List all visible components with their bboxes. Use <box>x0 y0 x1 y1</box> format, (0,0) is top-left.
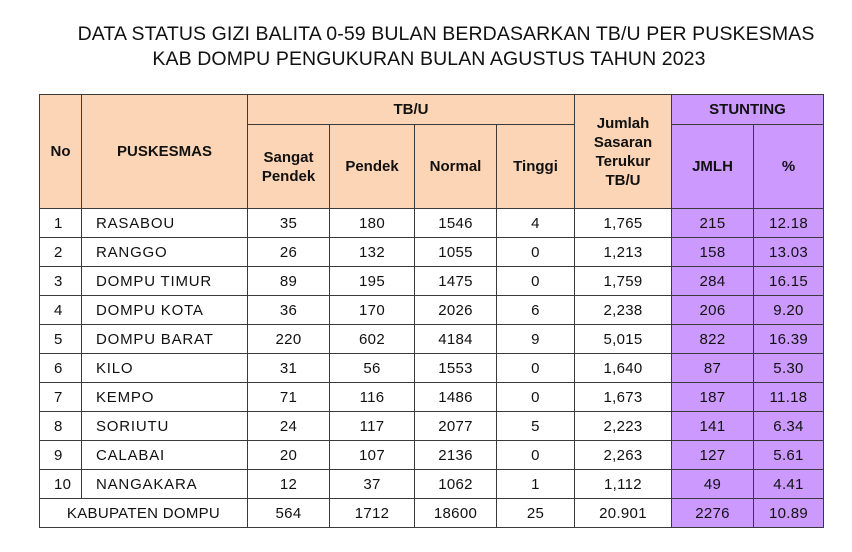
header-jumlah-line-1: Jumlah <box>596 114 650 132</box>
cell-puskesmas: KEMPO <box>82 383 248 412</box>
cell-stunting-pct: 16.15 <box>754 267 824 296</box>
cell-pendek: 37 <box>330 470 415 499</box>
cell-stunting-pct: 9.20 <box>754 296 824 325</box>
title-line-1: DATA STATUS GIZI BALITA 0-59 BULAN BERDASARKAN TB/U PER PUSKESMAS <box>77 23 815 45</box>
cell-stunting-pct: 13.03 <box>754 238 824 267</box>
cell-stunting-pct: 4.41 <box>754 470 824 499</box>
cell-stunting-jmlh: 206 <box>672 296 754 325</box>
table-row <box>40 354 824 383</box>
cell-no: 5 <box>40 325 82 354</box>
cell-stunting-jmlh: 141 <box>672 412 754 441</box>
cell-puskesmas: DOMPU KOTA <box>82 296 248 325</box>
cell-tinggi: 0 <box>497 383 575 412</box>
cell-pendek: 195 <box>330 267 415 296</box>
cell-jumlah: 2,238 <box>575 296 672 325</box>
header-sangat-pendek-line-1: Sangat <box>263 148 314 166</box>
total-sangat-pendek: 564 <box>248 499 330 528</box>
cell-normal: 2026 <box>415 296 497 325</box>
cell-no: 2 <box>40 238 82 267</box>
cell-stunting-jmlh: 49 <box>672 470 754 499</box>
table-row <box>40 383 824 412</box>
cell-normal: 4184 <box>415 325 497 354</box>
cell-jumlah: 1,765 <box>575 209 672 238</box>
cell-puskesmas: RASABOU <box>82 209 248 238</box>
cell-normal: 2136 <box>415 441 497 470</box>
header-stunting: STUNTING <box>672 95 824 125</box>
cell-pendek: 132 <box>330 238 415 267</box>
cell-no: 6 <box>40 354 82 383</box>
cell-jumlah: 1,640 <box>575 354 672 383</box>
cell-tinggi: 0 <box>497 238 575 267</box>
cell-pendek: 107 <box>330 441 415 470</box>
cell-pendek: 602 <box>330 325 415 354</box>
cell-jumlah: 1,759 <box>575 267 672 296</box>
cell-tinggi: 1 <box>497 470 575 499</box>
cell-sangat-pendek: 36 <box>248 296 330 325</box>
cell-stunting-jmlh: 284 <box>672 267 754 296</box>
header-sangat-pendek-line-2: Pendek <box>261 167 316 185</box>
cell-stunting-pct: 6.34 <box>754 412 824 441</box>
total-tinggi: 25 <box>497 499 575 528</box>
header-normal: Normal <box>415 125 497 209</box>
total-pendek: 1712 <box>330 499 415 528</box>
cell-no: 3 <box>40 267 82 296</box>
total-label: KABUPATEN DOMPU <box>40 499 248 528</box>
header-jumlah <box>575 95 672 209</box>
header-sangat-pendek <box>248 125 330 209</box>
cell-stunting-jmlh: 215 <box>672 209 754 238</box>
header-tinggi: Tinggi <box>497 125 575 209</box>
cell-sangat-pendek: 31 <box>248 354 330 383</box>
cell-stunting-jmlh: 158 <box>672 238 754 267</box>
header-percent: % <box>754 125 824 209</box>
cell-jumlah: 1,213 <box>575 238 672 267</box>
cell-sangat-pendek: 35 <box>248 209 330 238</box>
header-no: No <box>40 95 82 209</box>
header-tbu: TB/U <box>248 95 575 125</box>
cell-pendek: 117 <box>330 412 415 441</box>
cell-puskesmas: DOMPU BARAT <box>82 325 248 354</box>
table-row <box>40 209 824 238</box>
cell-puskesmas: KILO <box>82 354 248 383</box>
cell-sangat-pendek: 71 <box>248 383 330 412</box>
table-row <box>40 441 824 470</box>
cell-pendek: 56 <box>330 354 415 383</box>
cell-no: 8 <box>40 412 82 441</box>
cell-normal: 2077 <box>415 412 497 441</box>
table-body <box>40 209 824 528</box>
table-row <box>40 267 824 296</box>
cell-sangat-pendek: 26 <box>248 238 330 267</box>
cell-jumlah: 2,263 <box>575 441 672 470</box>
total-stunting-pct: 10.89 <box>754 499 824 528</box>
cell-stunting-jmlh: 822 <box>672 325 754 354</box>
cell-stunting-pct: 12.18 <box>754 209 824 238</box>
cell-tinggi: 4 <box>497 209 575 238</box>
cell-normal: 1055 <box>415 238 497 267</box>
cell-normal: 1486 <box>415 383 497 412</box>
cell-stunting-pct: 16.39 <box>754 325 824 354</box>
table-row <box>40 412 824 441</box>
cell-sangat-pendek: 12 <box>248 470 330 499</box>
cell-normal: 1062 <box>415 470 497 499</box>
cell-tinggi: 0 <box>497 354 575 383</box>
total-jumlah: 20.901 <box>575 499 672 528</box>
cell-stunting-pct: 5.61 <box>754 441 824 470</box>
cell-sangat-pendek: 24 <box>248 412 330 441</box>
total-normal: 18600 <box>415 499 497 528</box>
cell-stunting-pct: 5.30 <box>754 354 824 383</box>
cell-stunting-jmlh: 87 <box>672 354 754 383</box>
cell-normal: 1475 <box>415 267 497 296</box>
cell-sangat-pendek: 20 <box>248 441 330 470</box>
cell-puskesmas: DOMPU TIMUR <box>82 267 248 296</box>
cell-no: 4 <box>40 296 82 325</box>
cell-tinggi: 0 <box>497 441 575 470</box>
status-table <box>39 94 824 528</box>
total-row <box>40 499 824 528</box>
header-puskesmas: PUSKESMAS <box>82 95 248 209</box>
cell-puskesmas: NANGAKARA <box>82 470 248 499</box>
cell-tinggi: 0 <box>497 267 575 296</box>
header-jumlah-line-3: Terukur <box>595 152 651 170</box>
cell-tinggi: 6 <box>497 296 575 325</box>
cell-no: 1 <box>40 209 82 238</box>
title-line-2: KAB DOMPU PENGUKURAN BULAN AGUSTUS TAHUN 2023 <box>152 48 706 70</box>
cell-no: 9 <box>40 441 82 470</box>
header-pendek: Pendek <box>330 125 415 209</box>
cell-sangat-pendek: 89 <box>248 267 330 296</box>
cell-puskesmas: RANGGO <box>82 238 248 267</box>
cell-pendek: 170 <box>330 296 415 325</box>
cell-tinggi: 5 <box>497 412 575 441</box>
cell-jumlah: 1,673 <box>575 383 672 412</box>
page-title <box>0 22 852 72</box>
cell-sangat-pendek: 220 <box>248 325 330 354</box>
cell-stunting-jmlh: 127 <box>672 441 754 470</box>
header-jumlah-line-2: Sasaran <box>593 133 653 151</box>
cell-no: 10 <box>40 470 82 499</box>
table-row <box>40 296 824 325</box>
total-stunting-jmlh: 2276 <box>672 499 754 528</box>
cell-normal: 1553 <box>415 354 497 383</box>
cell-stunting-jmlh: 187 <box>672 383 754 412</box>
table-row <box>40 470 824 499</box>
cell-jumlah: 2,223 <box>575 412 672 441</box>
table-row <box>40 238 824 267</box>
cell-tinggi: 9 <box>497 325 575 354</box>
cell-jumlah: 1,112 <box>575 470 672 499</box>
cell-normal: 1546 <box>415 209 497 238</box>
cell-no: 7 <box>40 383 82 412</box>
table-row <box>40 325 824 354</box>
cell-pendek: 116 <box>330 383 415 412</box>
header-jumlah-line-4: TB/U <box>605 171 641 189</box>
cell-puskesmas: CALABAI <box>82 441 248 470</box>
cell-stunting-pct: 11.18 <box>754 383 824 412</box>
cell-jumlah: 5,015 <box>575 325 672 354</box>
header-jmlh: JMLH <box>672 125 754 209</box>
cell-puskesmas: SORIUTU <box>82 412 248 441</box>
cell-pendek: 180 <box>330 209 415 238</box>
